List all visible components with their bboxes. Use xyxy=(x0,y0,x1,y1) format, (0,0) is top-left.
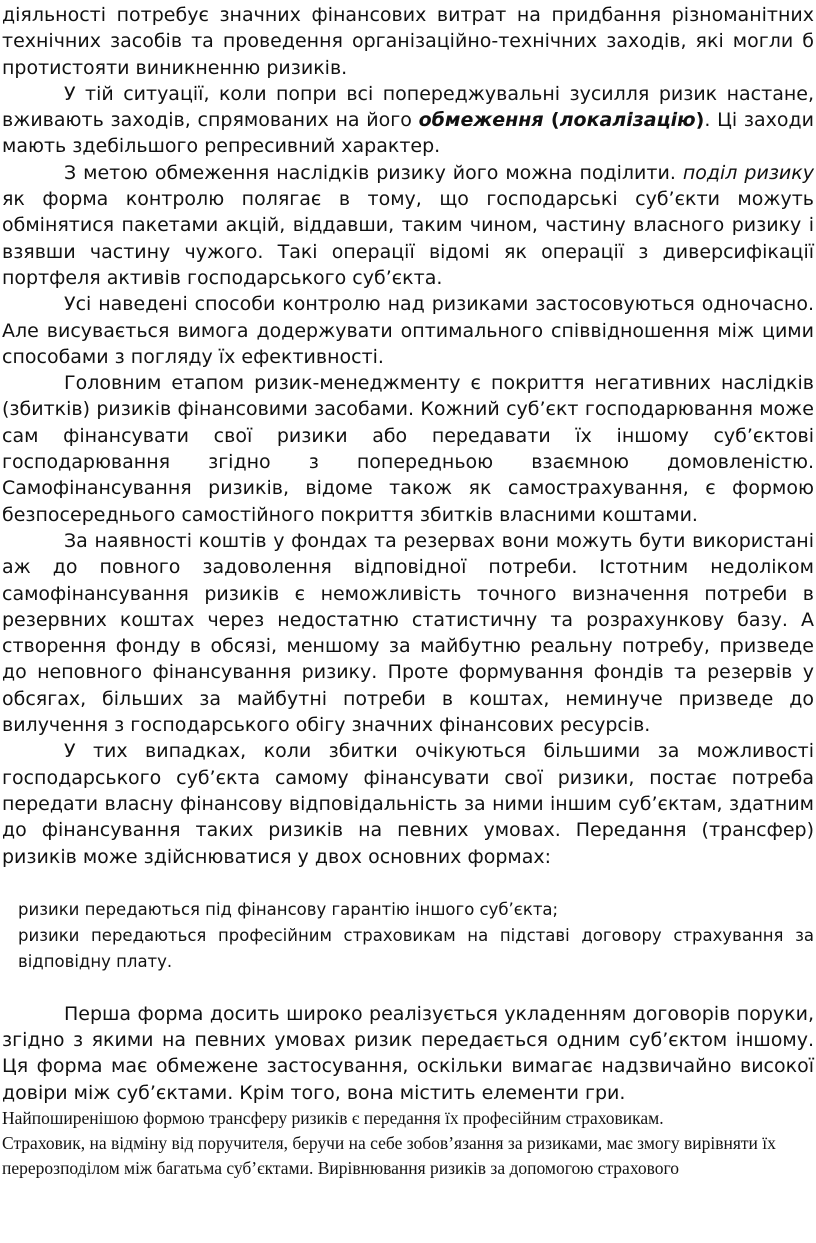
serif-text xyxy=(2,1106,814,1181)
term-risk-sharing: поділ ризику xyxy=(682,161,815,184)
paragraph-3-tail: як форма контролю полягає в тому, що господарські суб’єкти можуть обмінятися пакетами акцій, віддавши, таким чином, частину власного ризику і взявши частину чужого. Такі операції відомі як операції з диверсифікації портфеля активів господарського суб’єкта. xyxy=(2,188,814,289)
main-text-continued xyxy=(2,1001,814,1106)
term-localization: локалізацію xyxy=(559,109,696,132)
paragraph-7: У тих випадках, коли збитки очікуються більшими за можливості господарського суб’єкта самому фінансувати свої ризики, постає потреба передати власну фінансову відповідальність за ними іншим суб’єктам, здатним до фінансування таких ризиків на певних умовах. Передання (трансфер) ризиків може здійснюватися у двох основних формах: xyxy=(2,740,814,868)
paren-close: ) xyxy=(695,109,705,132)
serif-line-2: Страховик, на відміну від поручителя, беручи на себе зобов’язання за ризиками, має змогу вирівняти їх перерозподілом між багатьма суб’єктами. Вирівнювання ризиків за допомогою страхового xyxy=(2,1132,776,1178)
main-text xyxy=(2,2,814,870)
list-item: ризики передаються під фінансову гарантію іншого суб’єкта; xyxy=(18,899,559,919)
paragraph-2-text: У тій ситуації, коли попри всі попереджувальні зусилля ризик настане, вживають заходів, спрямованих на його xyxy=(2,82,814,132)
serif-line-1: Найпоширенішою формою трансферу ризиків є передання їх професійним страховикам. xyxy=(2,1107,664,1128)
forms-list xyxy=(2,897,814,975)
paren-open: ( xyxy=(543,109,560,132)
paragraph-5: Головним етапом ризик-менеджменту є покриття негативних наслідків (збитків) ризиків фінансовими засобами. Кожний суб’єкт господарювання може сам фінансувати свої ризики або передавати їх іншому суб’єктові господарювання згідно з попередньою взаємною домовленістю. Самофінансування ризиків, відоме також як самострахування, є формою безпосереднього самостійного покриття збитків власними коштами. xyxy=(2,372,814,526)
paragraph-2-tail: . Ці заходи мають здебільшого репресивний характер. xyxy=(2,109,814,158)
paragraph-3 xyxy=(2,160,814,291)
paragraph-8: Перша форма досить широко реалізується укладенням договорів поруки, згідно з якими на певних умовах ризик передається одним суб’єктом іншому. Ця форма має обмежене застосування, оскільки вимагає надзвичайно високої довіри між суб’єктами. Крім того, вона містить елементи гри. xyxy=(2,1002,814,1104)
paragraph-6: За наявності коштів у фондах та резервах вони можуть бути використані аж до повного задоволення відповідної потреби. Істотним недоліком самофінансування ризиків є неможливість точного визначення потреби в резервних коштах через недостатню статистичну та розрахункову базу. А створення фонду в обсязі, меншому за майбутню реальну потребу, призведе до неповного фінансування ризику. Проте формування фондів та резервів у обсягах, більших за майбутні потреби в коштах, неминуче призведе до вилучення з господарського обігу значних фінансових ресурсів. xyxy=(2,529,814,737)
paragraph-1: діяльності потребує значних фінансових витрат на придбання різноманітних технічних засобів та проведення організаційно-технічних заходів, які могли б протистояти виникненню ризиків. xyxy=(2,4,814,79)
paragraph-4: Усі наведені способи контролю над ризиками застосовуються одночасно. Але висувається вимога додержувати оптимального співвідношення між цими способами з погляду їх ефективності. xyxy=(2,293,814,368)
paragraph-2 xyxy=(2,81,814,160)
term-limitation: обмеження xyxy=(418,109,544,132)
paragraph-3-text: З метою обмеження наслідків ризику його можна поділити. xyxy=(64,161,683,184)
list-item: ризики передаються професійним страховикам на підставі договору страхування за відповідну плату. xyxy=(18,925,814,971)
